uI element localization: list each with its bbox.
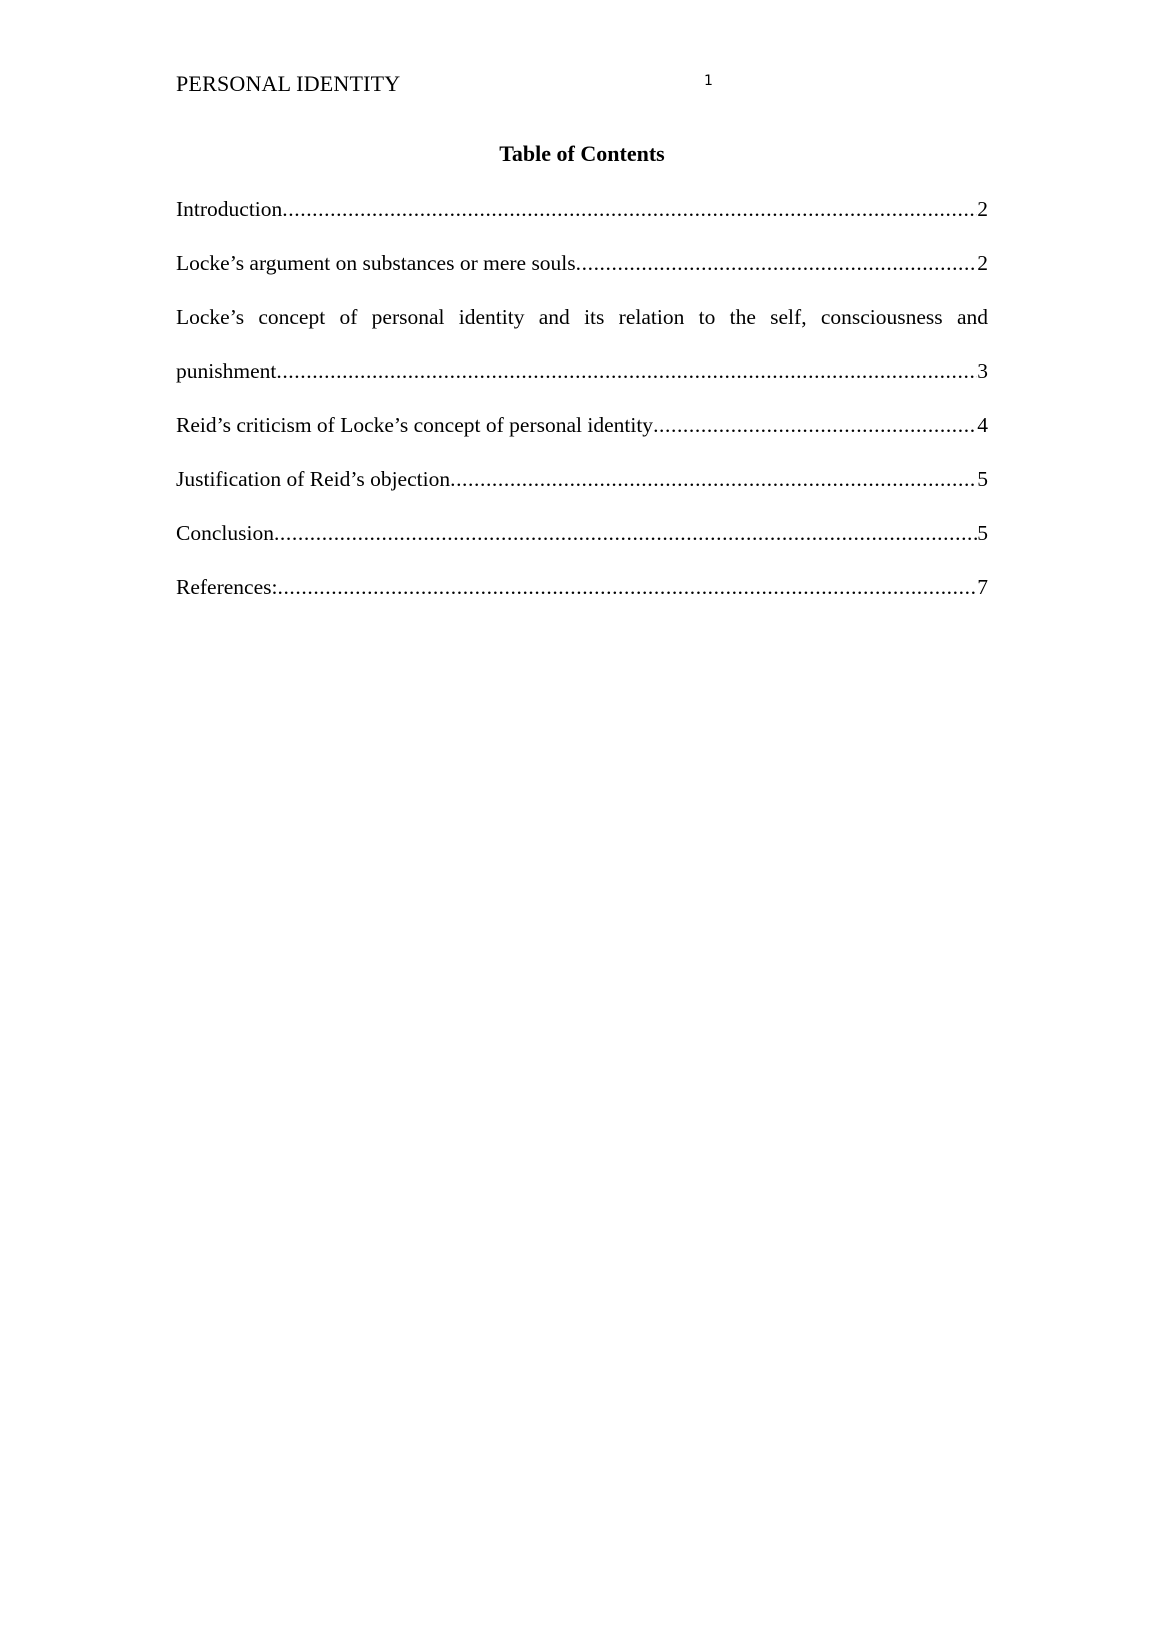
toc-entry-conclusion[interactable] [176,519,988,573]
toc-entry-text: Justification of Reid’s objection [176,467,451,491]
toc-entry-text: Introduction [176,197,283,221]
running-head: PERSONAL IDENTITY [176,71,401,96]
dot-leader [276,357,977,385]
toc-entry-references[interactable] [176,573,988,627]
toc-entry-page: 3 [977,359,988,383]
table-of-contents [176,195,988,627]
toc-entry-text-line2: punishment [176,359,277,383]
toc-title: Table of Contents [499,141,665,166]
toc-entry-text: Reid’s criticism of Locke’s concept of personal identity [176,413,654,437]
toc-entry-text: Locke’s argument on substances or mere souls [176,251,576,275]
dot-leader [576,249,978,277]
toc-entry-justification[interactable] [176,465,988,519]
dot-leader [450,465,977,493]
toc-entry-reids-criticism[interactable] [176,411,988,465]
dot-leader [277,573,977,601]
toc-entry-lockes-concept[interactable] [176,303,988,411]
dot-leader [282,195,977,223]
dot-leader [653,411,977,439]
toc-entry-page: 5 [977,521,988,545]
toc-entry-page: 7 [977,575,988,599]
toc-entry-page: 2 [977,197,988,221]
toc-entry-text-line1: Locke’s concept of personal identity and its relation to the self, consciousness and [176,305,988,329]
toc-entry-text: References: [176,575,278,599]
toc-entry-page: 5 [977,467,988,491]
toc-entry-lockes-argument[interactable] [176,249,988,303]
toc-entry-continuation [176,357,988,411]
dot-leader [274,519,977,547]
toc-entry-page: 2 [977,251,988,275]
toc-entry-text: Conclusion [176,521,274,545]
page-number: 1 [704,73,713,89]
toc-entry-introduction[interactable] [176,195,988,249]
toc-entry-page: 4 [977,413,988,437]
